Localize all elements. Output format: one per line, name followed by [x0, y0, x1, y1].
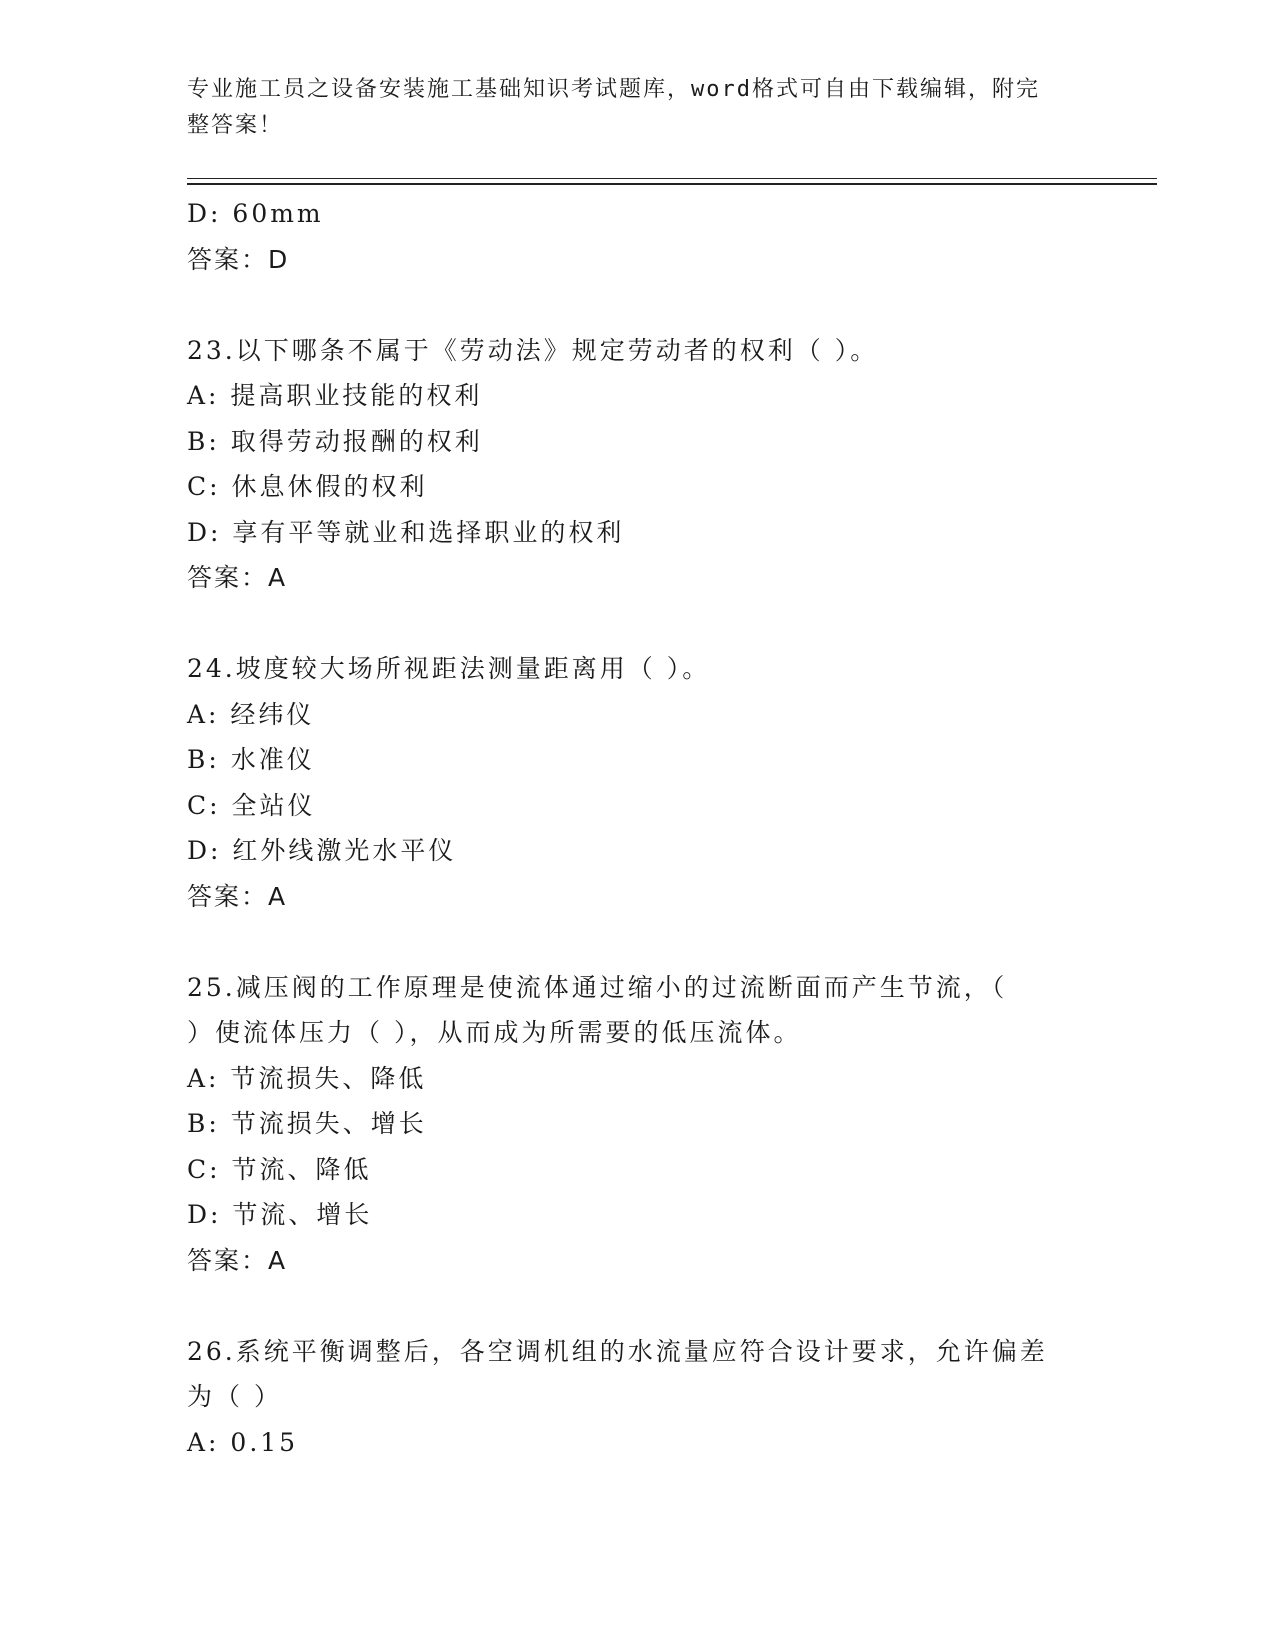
option-d: D: 享有平等就业和选择职业的权利	[187, 517, 625, 547]
spacer	[187, 1283, 1157, 1329]
spacer	[187, 282, 1157, 328]
option-a: A: 经纬仪	[187, 699, 315, 729]
header-title-line-2: 整答案！	[187, 113, 284, 138]
option-a: A: 0.15	[187, 1427, 299, 1457]
answer: 答案：A	[187, 563, 288, 592]
header-title-line-1: 专业施工员之设备安装施工基础知识考试题库，word格式可自由下载编辑，附完	[187, 77, 1040, 102]
spacer	[187, 601, 1157, 647]
header-divider-thick	[187, 183, 1157, 185]
option-b: B: 水准仪	[187, 745, 315, 774]
option-c: C: 休息休假的权利	[187, 472, 428, 501]
header-divider-thin	[187, 178, 1157, 179]
option-a: A: 节流损失、降低	[187, 1063, 427, 1093]
prev-option-d: D: 60mm	[187, 199, 324, 228]
question-23	[187, 328, 1157, 601]
option-b: B: 取得劳动报酬的权利	[187, 426, 483, 456]
option-a: A: 提高职业技能的权利	[187, 381, 483, 410]
answer: 答案：A	[187, 881, 288, 911]
prev-answer: 答案：D	[187, 244, 290, 274]
document-header	[187, 72, 1077, 144]
answer: 答案：A	[187, 1245, 288, 1275]
option-d: D: 节流、增长	[187, 1200, 373, 1229]
option-c: C: 节流、降低	[187, 1154, 372, 1184]
question-stem-line-1: 25.减压阀的工作原理是使流体通过缩小的过流断面而产生节流，（	[187, 972, 1008, 1002]
question-24	[187, 646, 1157, 919]
question-content	[187, 191, 1157, 1465]
question-stem-line-1: 26.系统平衡调整后，各空调机组的水流量应符合设计要求，允许偏差	[187, 1336, 1048, 1366]
question-stem: 23.以下哪条不属于《劳动法》规定劳动者的权利（ ）。	[187, 335, 879, 365]
option-b: B: 节流损失、增长	[187, 1109, 427, 1138]
question-stem-line-2: 为（ ）	[187, 1382, 282, 1411]
spacer	[187, 919, 1157, 965]
question-stem-line-2: ）使流体压力（ ），从而成为所需要的低压流体。	[187, 1018, 802, 1047]
question-25	[187, 965, 1157, 1284]
option-c: C: 全站仪	[187, 790, 316, 820]
question-stem: 24.坡度较大场所视距法测量距离用（ ）。	[187, 654, 711, 683]
question-26	[187, 1329, 1157, 1466]
option-d: D: 红外线激光水平仪	[187, 836, 457, 865]
